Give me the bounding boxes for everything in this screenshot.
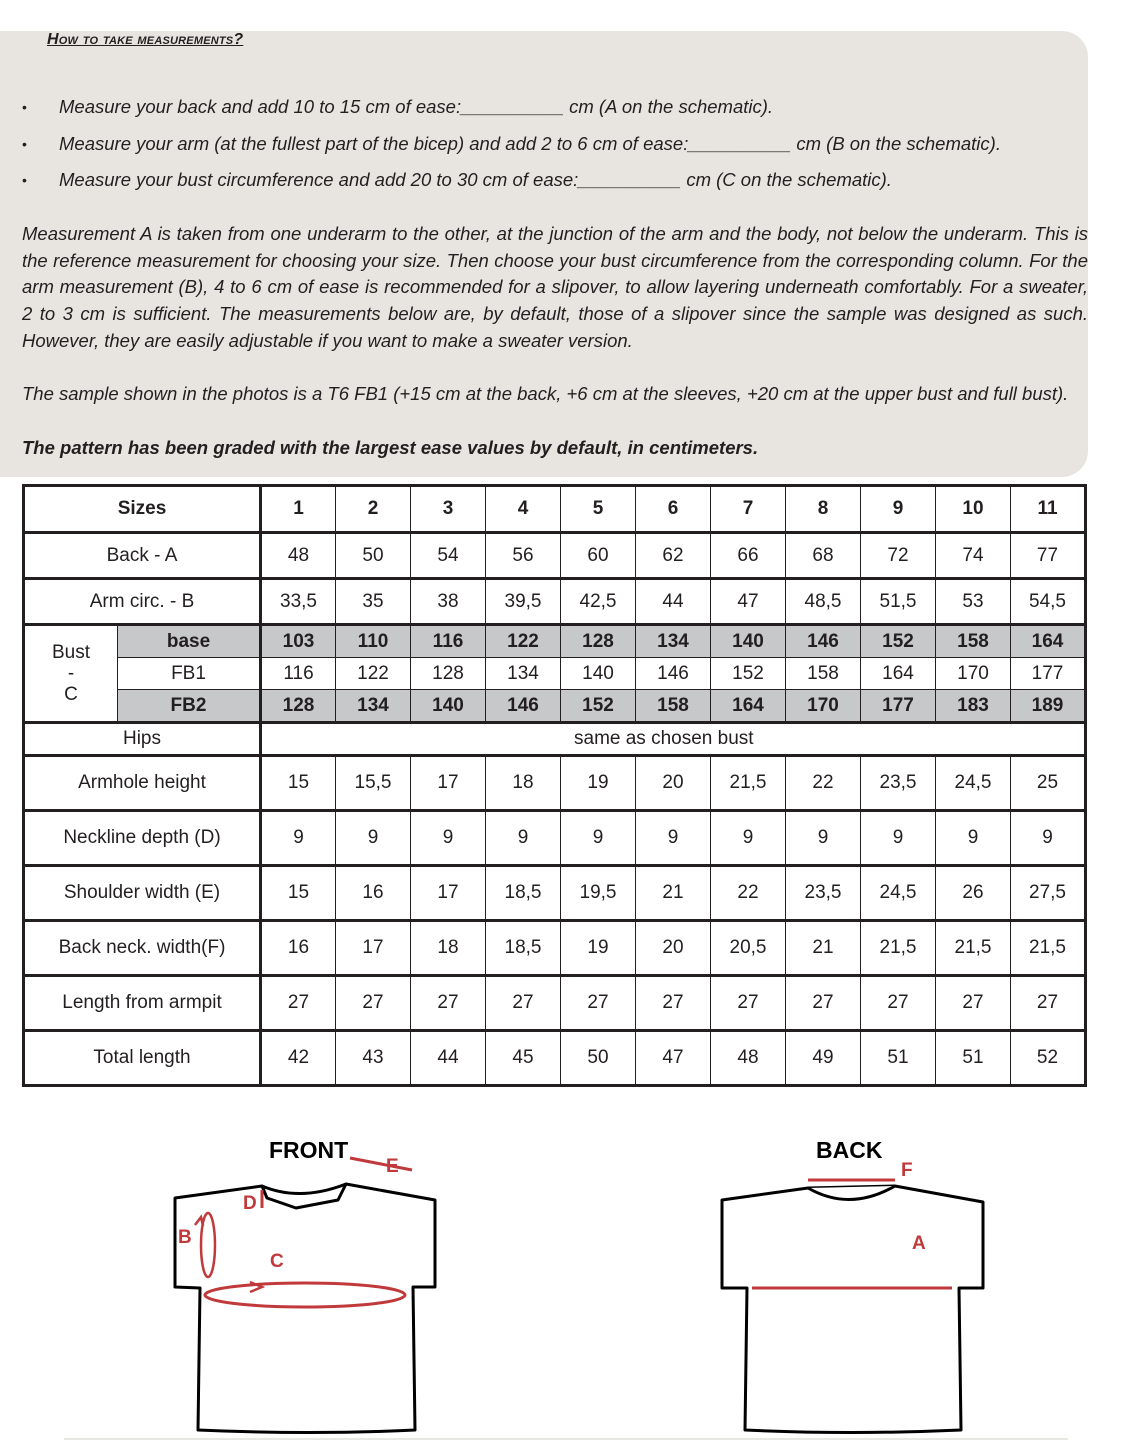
cell: 158 — [786, 658, 861, 690]
cell: 122 — [336, 658, 411, 690]
cell: 122 — [486, 625, 561, 658]
cell: 27 — [861, 976, 936, 1031]
cell: 134 — [486, 658, 561, 690]
table-row-bust-fb2 — [24, 690, 1086, 723]
cell: 27 — [1011, 976, 1086, 1031]
cell: 27 — [411, 976, 486, 1031]
row-label: Back - A — [24, 533, 261, 579]
cell: 27,5 — [1011, 866, 1086, 921]
cell: 15 — [261, 866, 336, 921]
cell: 27 — [486, 976, 561, 1031]
cell: 170 — [786, 690, 861, 723]
cell: 27 — [936, 976, 1011, 1031]
cell: 152 — [711, 658, 786, 690]
cell: 9 — [936, 811, 1011, 866]
cell: 26 — [936, 866, 1011, 921]
marker-e: E — [386, 1156, 399, 1177]
size-col: 5 — [561, 486, 636, 533]
cell: 21,5 — [936, 921, 1011, 976]
cell: 74 — [936, 533, 1011, 579]
cell: 177 — [861, 690, 936, 723]
sizes-header: Sizes — [24, 486, 261, 533]
instruction-item — [0, 130, 1100, 167]
size-col: 11 — [1011, 486, 1086, 533]
bullet-icon: • — [22, 135, 27, 152]
instruction-back: Measure your back and add 10 to 15 cm of ease:__________ cm (A on the schematic). — [59, 96, 774, 117]
cell: 164 — [1011, 625, 1086, 658]
row-label: Neckline depth (D) — [24, 811, 261, 866]
cell: 23,5 — [786, 866, 861, 921]
cell: 77 — [1011, 533, 1086, 579]
cell: 20 — [636, 756, 711, 811]
cell: 16 — [261, 921, 336, 976]
instruction-list — [0, 93, 1100, 203]
cell: 24,5 — [936, 756, 1011, 811]
marker-a: A — [912, 1233, 926, 1254]
cell: 152 — [861, 625, 936, 658]
cell: 103 — [261, 625, 336, 658]
bullet-icon: • — [22, 172, 27, 188]
cell: 21,5 — [711, 756, 786, 811]
cell: 68 — [786, 533, 861, 579]
cell: 44 — [411, 1031, 486, 1086]
cell: 116 — [411, 625, 486, 658]
table-row-shoulder — [24, 866, 1086, 921]
cell: 39,5 — [486, 579, 561, 625]
cell: 9 — [561, 811, 636, 866]
cell: 72 — [861, 533, 936, 579]
cell: 20 — [636, 921, 711, 976]
cell: 17 — [336, 921, 411, 976]
row-label: Hips — [24, 723, 261, 756]
cell: 38 — [411, 579, 486, 625]
cell: 54 — [411, 533, 486, 579]
cell: 146 — [486, 690, 561, 723]
bust-group-label — [24, 625, 118, 723]
cell: 164 — [711, 690, 786, 723]
cell: 23,5 — [861, 756, 936, 811]
cell: 54,5 — [1011, 579, 1086, 625]
cell: 44 — [636, 579, 711, 625]
cell: 9 — [261, 811, 336, 866]
cell: 19 — [561, 756, 636, 811]
cell: 128 — [561, 625, 636, 658]
bust-label-dash: - — [67, 663, 75, 684]
cell: 9 — [411, 811, 486, 866]
instruction-item — [0, 166, 1100, 203]
cell: 50 — [336, 533, 411, 579]
cell: 27 — [561, 976, 636, 1031]
cell: 27 — [786, 976, 861, 1031]
cell: 18 — [411, 921, 486, 976]
cell: 9 — [786, 811, 861, 866]
table-row-bust-fb1 — [24, 658, 1086, 690]
cell: 128 — [411, 658, 486, 690]
cell: 134 — [336, 690, 411, 723]
front-tshirt-diagram — [150, 1150, 470, 1440]
sample-paragraph: The sample shown in the photos is a T6 FB1 (+15 cm at the back, +6 cm at the sleeves, +20 cm at the upper bust and full bust). — [22, 383, 1069, 404]
row-label: Shoulder width (E) — [24, 866, 261, 921]
cell: 51,5 — [861, 579, 936, 625]
cell: 47 — [711, 579, 786, 625]
cell: 66 — [711, 533, 786, 579]
size-col: 4 — [486, 486, 561, 533]
row-label: Back neck. width(F) — [24, 921, 261, 976]
cell: 17 — [411, 866, 486, 921]
cell: 17 — [411, 756, 486, 811]
cell: 21,5 — [1011, 921, 1086, 976]
cell: 56 — [486, 533, 561, 579]
cell: 170 — [936, 658, 1011, 690]
table-row-hips — [24, 723, 1086, 756]
cell: 62 — [636, 533, 711, 579]
cell: 48 — [711, 1031, 786, 1086]
table-row-backneck — [24, 921, 1086, 976]
cell: 140 — [411, 690, 486, 723]
bust-label: Bust — [51, 642, 91, 663]
cell: 189 — [1011, 690, 1086, 723]
table-row-armhole — [24, 756, 1086, 811]
cell: 21 — [636, 866, 711, 921]
cell: 146 — [786, 625, 861, 658]
cell: 9 — [486, 811, 561, 866]
cell: 9 — [861, 811, 936, 866]
size-col: 9 — [861, 486, 936, 533]
cell: 49 — [786, 1031, 861, 1086]
cell: 134 — [636, 625, 711, 658]
cell: 22 — [711, 866, 786, 921]
cell: 19 — [561, 921, 636, 976]
cell: 18 — [486, 756, 561, 811]
row-label: FB2 — [118, 690, 261, 723]
cell: 16 — [336, 866, 411, 921]
cell: 9 — [1011, 811, 1086, 866]
cell: 25 — [1011, 756, 1086, 811]
front-title: FRONT — [269, 1137, 349, 1163]
cell: 9 — [711, 811, 786, 866]
size-table — [22, 484, 1087, 1087]
cell: 19,5 — [561, 866, 636, 921]
marker-c: C — [270, 1251, 284, 1272]
marker-d: D — [243, 1193, 257, 1214]
cell: 53 — [936, 579, 1011, 625]
cell: 50 — [561, 1031, 636, 1086]
grading-note: The pattern has been graded with the largest ease values by default, in centimeters. — [22, 437, 759, 458]
cell: 128 — [261, 690, 336, 723]
cell: 35 — [336, 579, 411, 625]
cell: 45 — [486, 1031, 561, 1086]
cell: 20,5 — [711, 921, 786, 976]
size-col: 8 — [786, 486, 861, 533]
cell: 15,5 — [336, 756, 411, 811]
table-header-row — [24, 486, 1086, 533]
marker-b: B — [178, 1227, 192, 1248]
cell: 48 — [261, 533, 336, 579]
cell: 60 — [561, 533, 636, 579]
marker-f: F — [901, 1160, 913, 1181]
cell: 9 — [336, 811, 411, 866]
bullet-icon: • — [22, 99, 27, 115]
cell: 18,5 — [486, 921, 561, 976]
cell: 164 — [861, 658, 936, 690]
table-row-total — [24, 1031, 1086, 1086]
cell: 47 — [636, 1031, 711, 1086]
cell: 42 — [261, 1031, 336, 1086]
size-col: 10 — [936, 486, 1011, 533]
table-row-back — [24, 533, 1086, 579]
explanation-paragraph: Measurement A is taken from one underarm to the other, at the junction of the arm and the body, not below the underarm. This is the reference measurement for choosing your size. Then choose your bust circumference from the corresponding column. For the arm measurement (B), 4 to 6 cm of ease is recommended for a slipover, to allow layering underneath comfortably. For a sweater, 2 to 3 cm is sufficient. The measurements below are, by default, those of a slipover since the sample was designed as such. However, they are easily adjustable if you want to make a sweater version. — [22, 223, 1088, 351]
cell: 183 — [936, 690, 1011, 723]
size-col: 7 — [711, 486, 786, 533]
cell: 24,5 — [861, 866, 936, 921]
row-label: Armhole height — [24, 756, 261, 811]
cell: 27 — [336, 976, 411, 1031]
cell: 140 — [561, 658, 636, 690]
cell: 51 — [861, 1031, 936, 1086]
page-title: How to take measurements? — [47, 31, 244, 48]
cell: 52 — [1011, 1031, 1086, 1086]
instruction-bust: Measure your bust circumference and add 20 to 30 cm of ease:__________ cm (C on the schematic). — [59, 169, 892, 190]
cell: 51 — [936, 1031, 1011, 1086]
row-label: Total length — [24, 1031, 261, 1086]
cell: 110 — [336, 625, 411, 658]
table-row-bust-base — [24, 625, 1086, 658]
cell: 43 — [336, 1031, 411, 1086]
cell: 9 — [636, 811, 711, 866]
hips-value: same as chosen bust — [261, 723, 1086, 756]
cell: 177 — [1011, 658, 1086, 690]
cell: 33,5 — [261, 579, 336, 625]
instruction-item — [0, 93, 1100, 130]
row-label: Arm circ. - B — [24, 579, 261, 625]
back-tshirt-diagram — [700, 1150, 1000, 1440]
cell: 158 — [936, 625, 1011, 658]
cell: 22 — [786, 756, 861, 811]
cell: 15 — [261, 756, 336, 811]
row-label: FB1 — [118, 658, 261, 690]
back-title: BACK — [816, 1137, 883, 1163]
cell: 21,5 — [861, 921, 936, 976]
cell: 140 — [711, 625, 786, 658]
table-row-neckline — [24, 811, 1086, 866]
bust-label-letter: C — [64, 684, 78, 705]
cell: 158 — [636, 690, 711, 723]
size-col: 6 — [636, 486, 711, 533]
cell: 42,5 — [561, 579, 636, 625]
size-col: 1 — [261, 486, 336, 533]
cell: 27 — [711, 976, 786, 1031]
cell: 48,5 — [786, 579, 861, 625]
cell: 21 — [786, 921, 861, 976]
table-row-arm — [24, 579, 1086, 625]
size-col: 3 — [411, 486, 486, 533]
table-row-armpit — [24, 976, 1086, 1031]
cell: 146 — [636, 658, 711, 690]
cell: 27 — [636, 976, 711, 1031]
size-col: 2 — [336, 486, 411, 533]
instruction-arm: Measure your arm (at the fullest part of the bicep) and add 2 to 6 cm of ease:__________ cm (B on the schematic). — [59, 132, 1001, 154]
cell: 18,5 — [486, 866, 561, 921]
cell: 116 — [261, 658, 336, 690]
cell: 152 — [561, 690, 636, 723]
row-label: Length from armpit — [24, 976, 261, 1031]
cell: 27 — [261, 976, 336, 1031]
row-label: base — [118, 625, 261, 658]
